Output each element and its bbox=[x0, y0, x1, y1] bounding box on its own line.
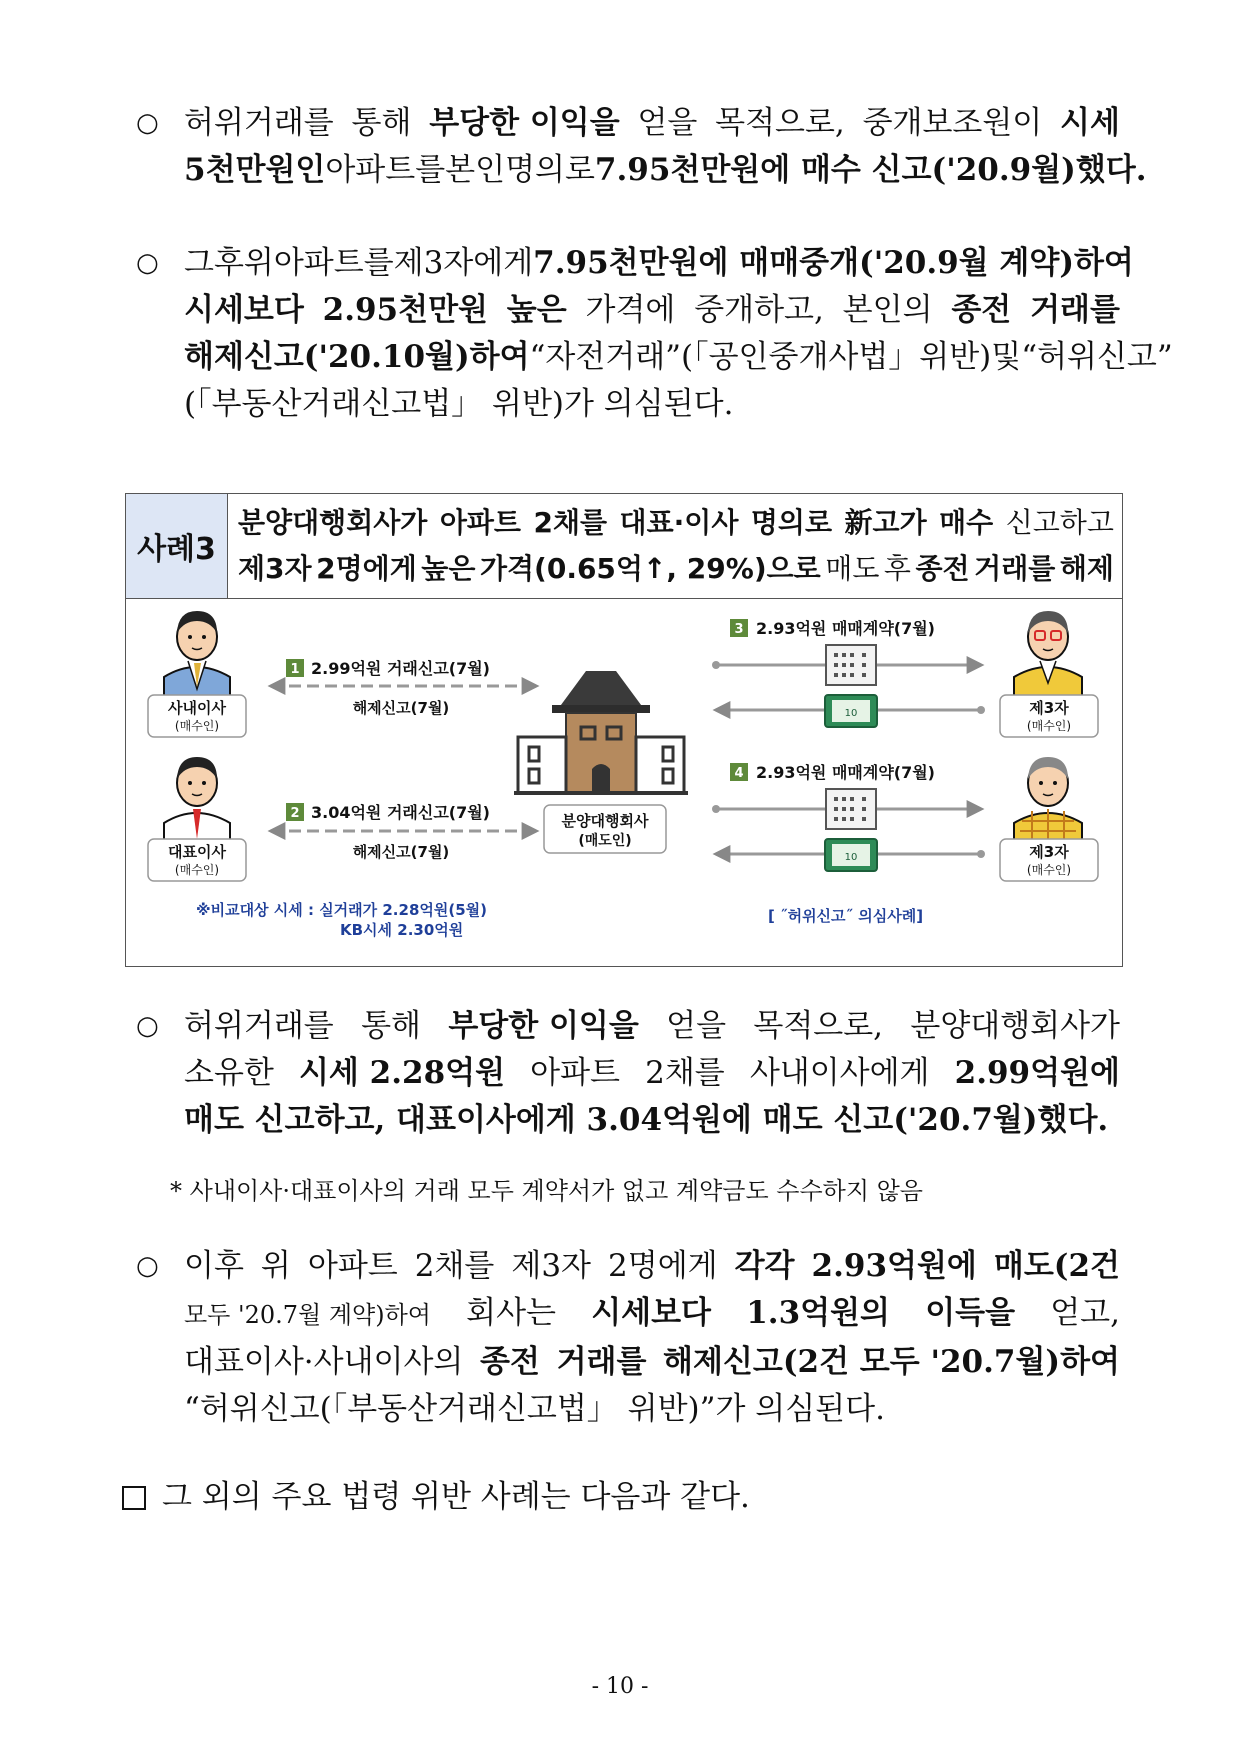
emphasis: 2.99억원에 bbox=[954, 1055, 1120, 1091]
word: 소유한 bbox=[184, 1055, 274, 1091]
third2-sub: (매수인) bbox=[1026, 863, 1072, 877]
case-header bbox=[126, 494, 1122, 599]
word: 얻을 bbox=[666, 1008, 727, 1044]
third1-label: 제3자 bbox=[1029, 699, 1069, 717]
word: 얻을 bbox=[637, 105, 698, 141]
step1-num: 1 bbox=[290, 662, 300, 677]
emphasis: 2.93억원에 bbox=[811, 1248, 977, 1284]
word: 종전 bbox=[915, 552, 970, 585]
emphasis: 7.95천만원에 매매중개('20.9월 계약)하여 bbox=[533, 245, 1134, 281]
word: 2명에게 bbox=[316, 552, 417, 585]
word: 매수 bbox=[939, 506, 994, 539]
word: 중개보조원이 bbox=[862, 105, 1043, 141]
para3-line1 bbox=[140, 1003, 1120, 1050]
page-number: - 10 - bbox=[591, 1674, 649, 1699]
step4-num: 4 bbox=[734, 766, 744, 781]
person-icon-buyer1 bbox=[164, 611, 230, 697]
word: 목적으로, bbox=[753, 1008, 884, 1044]
emphasis: 시세보다 bbox=[184, 292, 304, 328]
emphasis: 부당한 이익을 bbox=[429, 105, 620, 141]
word: 제3자 bbox=[238, 552, 312, 585]
buyer1-label: 사내이사 bbox=[168, 699, 226, 717]
para1-line2 bbox=[140, 147, 1147, 194]
bullet-mark: ○ bbox=[136, 108, 159, 138]
paragraph-4 bbox=[136, 1243, 1120, 1433]
word: 제3자에게 bbox=[393, 245, 534, 281]
para4-line2 bbox=[140, 1290, 1120, 1339]
word: 높은 bbox=[421, 552, 476, 585]
building-icon-seller bbox=[514, 671, 688, 795]
case-figure bbox=[126, 599, 1121, 965]
person-icon-buyer2 bbox=[164, 757, 230, 843]
word: 2채를 bbox=[414, 1248, 495, 1284]
third1-sub: (매수인) bbox=[1026, 719, 1072, 733]
word: 위반) bbox=[919, 339, 992, 375]
para2-line3 bbox=[140, 334, 1173, 381]
word: 얻고, bbox=[1050, 1295, 1120, 1331]
para2-line2 bbox=[140, 287, 1120, 334]
third2-label: 제3자 bbox=[1029, 843, 1069, 861]
para2-line1 bbox=[140, 240, 1134, 287]
word: 제3자 bbox=[511, 1248, 592, 1284]
kb-price-note: KB시세 2.30억원 bbox=[340, 921, 464, 939]
emphasis: 거래를 bbox=[1030, 292, 1120, 328]
step2-cancel: 해제신고(7월) bbox=[352, 843, 450, 861]
word: “자전거래”(「공인중개사법」 bbox=[529, 339, 920, 375]
figure-caption: [ ˝허위신고˝ 의심사례] bbox=[768, 907, 924, 925]
emphasis: 높은 bbox=[506, 292, 567, 328]
buyer1-sub: (매수인) bbox=[174, 719, 220, 733]
emphasis: 2.95천만원 bbox=[322, 292, 488, 328]
para1-line1 bbox=[140, 100, 1120, 147]
section-text: 그 외의 주요 법령 위반 사례는 다음과 같다. bbox=[162, 1479, 750, 1515]
emphasis: 부당한 이익을 bbox=[448, 1008, 639, 1044]
step2-num: 2 bbox=[290, 806, 300, 821]
word: “허위신고” bbox=[1021, 339, 1173, 375]
word: 위 bbox=[243, 245, 274, 281]
section-heading bbox=[122, 1474, 1102, 1521]
bullet-mark: ○ bbox=[136, 1011, 159, 1041]
word: 후 bbox=[883, 552, 911, 585]
word: 가격에 bbox=[585, 292, 676, 328]
step2-text: 3.04억원 거래신고(7월) bbox=[311, 803, 490, 822]
word: (「부동산거래신고법」 위반)가 의심된다. bbox=[184, 386, 734, 422]
para4-line4 bbox=[140, 1386, 1120, 1433]
step1-cancel: 해제신고(7월) bbox=[352, 699, 450, 717]
word: 아파트 bbox=[307, 1248, 398, 1284]
paragraph-3 bbox=[136, 1003, 1120, 1144]
word: 명의로 bbox=[750, 506, 833, 539]
word: 2채를 bbox=[533, 506, 608, 539]
word: 신고하고 bbox=[1005, 506, 1114, 539]
emphasis: 1.3억원의 bbox=[746, 1295, 890, 1331]
word: 대표·이사 bbox=[619, 506, 739, 539]
person-icon-third1 bbox=[1014, 611, 1082, 697]
word: 이후 bbox=[184, 1248, 244, 1284]
buyer2-sub: (매수인) bbox=[174, 863, 220, 877]
emphasis: 시세 2.28억원 bbox=[298, 1055, 506, 1091]
word: 허위거래를 bbox=[184, 1008, 334, 1044]
word: 본인 bbox=[445, 152, 506, 188]
word: 후 bbox=[213, 245, 244, 281]
seller-label: 분양대행회사 bbox=[561, 812, 649, 830]
word: 2채를 bbox=[645, 1055, 725, 1091]
money-label: 10 bbox=[844, 708, 858, 719]
word: 회사는 bbox=[466, 1295, 556, 1331]
emphasis: 이득을 bbox=[925, 1295, 1016, 1331]
word: 가격(0.65억↑, 29%)으로 bbox=[479, 552, 821, 585]
word: 통해 bbox=[361, 1008, 421, 1044]
para4-line3 bbox=[140, 1339, 1120, 1386]
word: 명의로 bbox=[505, 152, 595, 188]
para3-line3 bbox=[140, 1097, 1120, 1144]
emphasis: 시세보다 bbox=[591, 1295, 711, 1331]
case-title-line2 bbox=[238, 546, 1114, 592]
word: 모두 '20.7월 계약)하여 bbox=[184, 1301, 431, 1329]
word: 및 bbox=[991, 339, 1022, 375]
seller-sub: (매도인) bbox=[578, 833, 632, 849]
word: “허위신고(「부동산거래신고법」 위반)”가 의심된다. bbox=[184, 1391, 885, 1427]
word: 아파트 bbox=[439, 506, 521, 539]
checkbox-square-icon bbox=[122, 1486, 146, 1510]
word: 통해 bbox=[351, 105, 412, 141]
step3-num: 3 bbox=[734, 622, 744, 637]
word: 아파트를 bbox=[325, 152, 446, 188]
word: 사내이사에게 bbox=[749, 1055, 930, 1091]
para2-line4 bbox=[140, 381, 1120, 428]
step3-text: 2.93억원 매매계약(7월) bbox=[756, 619, 935, 638]
bullet-mark: ○ bbox=[136, 1251, 159, 1281]
word: 2명에게 bbox=[608, 1248, 718, 1284]
person-icon-third2 bbox=[1014, 757, 1082, 843]
step4-text: 2.93억원 매매계약(7월) bbox=[756, 763, 935, 782]
step1-text: 2.99억원 거래신고(7월) bbox=[311, 659, 490, 678]
word: 아파트를 bbox=[273, 245, 394, 281]
emphasis: 거래를 bbox=[556, 1344, 647, 1380]
bullet-mark: ○ bbox=[136, 248, 159, 278]
emphasis: 종전 bbox=[480, 1344, 540, 1380]
market-price-note: ※비교대상 시세 : 실거래가 2.28억원(5월) bbox=[196, 901, 487, 919]
apartment-icon bbox=[826, 645, 876, 685]
case-title bbox=[238, 500, 1114, 592]
emphasis: 시세 bbox=[1060, 105, 1120, 141]
word: 위 bbox=[260, 1248, 291, 1284]
word: 분양대행회사가 bbox=[238, 506, 428, 539]
emphasis: 해제신고(2건 모두 '20.7월)하여 bbox=[663, 1344, 1120, 1380]
word: 거래를 bbox=[974, 552, 1056, 585]
emphasis: 7.95천만원에 매수 신고('20.9월)했다. bbox=[594, 152, 1147, 188]
para3-line2 bbox=[140, 1050, 1120, 1097]
footnote: * 사내이사·대표이사의 거래 모두 계약서가 없고 계약금도 수수하지 않음 bbox=[170, 1177, 923, 1205]
word: 新고가 bbox=[844, 506, 927, 539]
paragraph-1 bbox=[136, 100, 1147, 194]
money-label: 10 bbox=[844, 852, 858, 863]
emphasis: 매도(2건 bbox=[993, 1248, 1120, 1284]
emphasis: 매도 신고하고, 대표이사에게 3.04억원에 매도 신고('20.7월)했다. bbox=[184, 1102, 1109, 1138]
emphasis: 종전 bbox=[951, 292, 1012, 328]
word: 본인의 bbox=[842, 292, 933, 328]
word: 중개하고, bbox=[694, 292, 824, 328]
para4-line1 bbox=[140, 1243, 1120, 1290]
word: 허위거래를 bbox=[184, 105, 334, 141]
word: 아파트 bbox=[530, 1055, 620, 1091]
word: 해제 bbox=[1059, 552, 1114, 585]
apartment-icon bbox=[826, 789, 876, 829]
emphasis: 5천만원인 bbox=[184, 152, 326, 188]
word: 그 bbox=[184, 245, 214, 281]
buyer2-label: 대표이사 bbox=[168, 843, 226, 861]
case-tag: 사례3 bbox=[126, 494, 228, 598]
word: 매도 bbox=[825, 552, 880, 585]
emphasis: 각각 bbox=[734, 1248, 795, 1284]
word: 분양대행회사가 bbox=[910, 1008, 1120, 1044]
word: 목적으로, bbox=[715, 105, 845, 141]
word: 대표이사·사내이사의 bbox=[184, 1344, 464, 1380]
case-title-line1 bbox=[238, 500, 1114, 546]
emphasis: 해제신고('20.10월)하여 bbox=[184, 339, 530, 375]
case-box bbox=[125, 493, 1123, 967]
paragraph-2 bbox=[136, 240, 1173, 428]
